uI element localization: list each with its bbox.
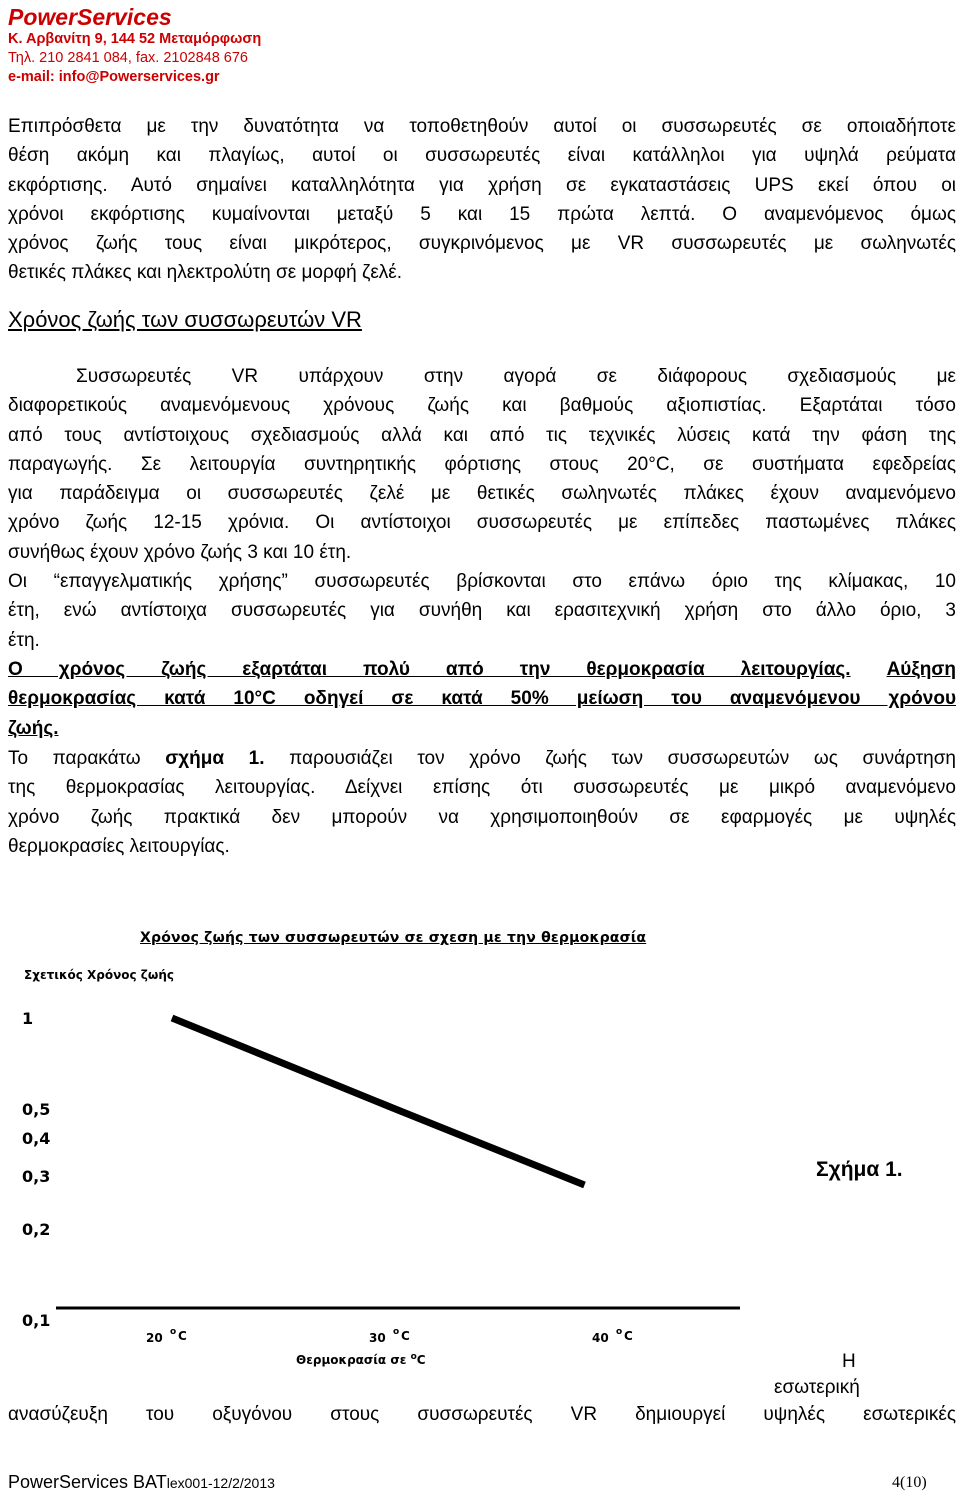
x-tick-unit: C: [401, 1329, 410, 1343]
text-line: χρόνος ζωής τους είναι μικρότερος, συγκρινόμενος με VR συσσωρευτές με σωληνωτές: [8, 233, 956, 255]
side-text: Η: [842, 1351, 856, 1372]
lifetime-chart: [0, 920, 760, 1380]
text-line: διαφορετικούς αναμενόμενους χρόνους ζωής και βαθμούς αξιοπιστίας. Εξαρτάται τόσο: [8, 395, 956, 417]
letterhead: [8, 4, 261, 87]
side-text: εσωτερική: [774, 1377, 860, 1398]
y-tick-label: 0,2: [22, 1220, 51, 1240]
y-tick-label: 1: [22, 1009, 34, 1028]
chart-y-label: Σχετικός Χρόνος ζωής: [24, 968, 174, 982]
x-label-text: Θερμοκρασία σε: [296, 1353, 411, 1367]
y-tick-label: 0,3: [22, 1166, 51, 1186]
x-tick-unit: C: [624, 1329, 633, 1343]
footer-doc-id: [8, 1470, 275, 1495]
text-line: θερμοκρασίες λειτουργίας.: [8, 835, 230, 857]
text-line: της θερμοκρασίας λειτουργίας. Δείχνει επίσης ότι συσσωρευτές με μικρό αναμενόμενο: [8, 777, 956, 799]
x-tick-unit: C: [178, 1329, 187, 1343]
x-tick-label: 30: [369, 1331, 386, 1345]
chart-x-label: [296, 1352, 426, 1367]
company-name: PowerServices: [8, 4, 172, 30]
emphasis-text: ζωής.: [8, 717, 59, 739]
x-tick-label: 20: [146, 1331, 163, 1345]
text-line: εκφόρτισης. Αυτό σημαίνει καταλληλότητα για χρήση σε εγκαταστάσεις UPS εκεί όπου οι: [8, 174, 956, 196]
x-tick-label: 40: [592, 1331, 609, 1345]
company-phone: Τηλ. 210 2841 084, fax. 2102848 676: [8, 50, 248, 66]
text-line: θετικές πλάκες και ηλεκτρολύτη σε μορφή ζελέ.: [8, 262, 403, 284]
emphasis-line: [8, 655, 956, 684]
text-line: έτη.: [8, 629, 40, 651]
figure-description: [8, 744, 956, 861]
text-line: έτη, ενώ αντίστοιχα συσσωρευτές για συνήθη και ερασιτεχνική χρήση στο άλλο όριο, 3: [8, 600, 956, 622]
footer-revision: lex001-12/2/2013: [166, 1475, 275, 1491]
text-span: Το παρακάτω: [8, 748, 166, 769]
emphasis-line: [8, 714, 956, 743]
text-line: χρόνο ζωής πρακτικά δεν μπορούν να χρησιμοποιηθούν σε εφαρμογές με υψηλές: [8, 806, 956, 828]
figure-label: Σχήμα 1.: [816, 1158, 903, 1181]
emphasis-text: Ο χρόνος ζωής εξαρτάται πολύ από την θερμοκρασία λειτουργίας.: [8, 658, 851, 680]
footer-company: PowerServices BAT: [8, 1472, 167, 1492]
y-tick-label: 0,5: [22, 1099, 51, 1119]
chart-title: Χρόνος ζωής των συσσωρευτών σε σχεση με την θερμοκρασία: [140, 930, 647, 946]
x-tick-degree: o: [393, 1327, 400, 1337]
intro-paragraph: [8, 112, 956, 288]
text-line: παραγωγής. Σε λειτουργία συντηρητικής φόρτισης στους 20°C, σε συστήματα εφεδρείας: [8, 453, 956, 475]
company-address: Κ. Αρβανίτη 9, 144 52 Μεταμόρφωση: [8, 31, 262, 47]
emphasis-text: Αύξηση: [886, 658, 957, 680]
x-label-degree: o: [410, 1352, 417, 1362]
emphasis-line: [8, 684, 956, 713]
text-line: χρόνο ζωής 12-15 χρόνια. Οι αντίστοιχοι συσσωρευτές με επίπεδες παστωμένες πλάκες: [8, 512, 956, 534]
chart-plot: [0, 920, 760, 1380]
continuation-line: ανασύζευξη του οξυγόνου στους συσσωρευτές VR δημιουργεί υψηλές εσωτερικές: [8, 1404, 956, 1425]
page-number: 4(10): [892, 1474, 927, 1491]
data-series-line: [172, 1018, 585, 1185]
text-line: χρόνοι εκφόρτισης κυμαίνονται μεταξύ 5 και 15 πρώτα λεπτά. Ο αναμενόμενος όμως: [8, 203, 956, 225]
text-span: παρουσιάζει τον χρόνο ζωής των συσσωρευτών ως συνάρτηση: [264, 748, 956, 769]
x-tick-degree: o: [616, 1327, 623, 1337]
text-line: Οι “επαγγελματικής χρήσης” συσσωρευτές βρίσκονται στο επάνω όριο της κλίμακας, 10: [8, 571, 956, 593]
text-line: Επιπρόσθετα με την δυνατότητα να τοποθετηθούν αυτοί οι συσσωρευτές σε οποιαδήποτε: [8, 116, 956, 137]
section-heading: Χρόνος ζωής των συσσωρευτών VR: [8, 307, 362, 332]
text-line: Συσσωρευτές VR υπάρχουν στην αγορά σε διάφορους σχεδιασμούς με: [76, 366, 956, 387]
x-label-unit: C: [416, 1353, 426, 1367]
emphasis-text: θερμοκρασίας κατά 10°C οδηγεί σε κατά 50% μείωση του αναμενόμενου χρόνου: [8, 688, 956, 710]
company-email: e-mail: info@Powerservices.gr: [8, 69, 220, 85]
y-tick-label: 0,1: [22, 1311, 51, 1330]
text-line: [8, 744, 956, 773]
text-line: για παράδειγμα οι συσσωρευτές ζελέ με θετικές σωληνωτές πλάκες έχουν αναμενόμενο: [8, 483, 956, 505]
section-paragraph: [8, 362, 956, 743]
text-line: θέση ακόμη και πλαγίως, αυτοί οι συσσωρευτές είναι κατάλληλοι για υψηλά ρεύματα: [8, 145, 956, 167]
text-line: συνήθως έχουν χρόνο ζωής 3 και 10 έτη.: [8, 541, 352, 563]
figure-reference: σχήμα 1.: [165, 748, 265, 769]
y-tick-label: 0,4: [22, 1129, 51, 1149]
text-line: από τους αντίστοιχους σχεδιασμούς αλλά και από τις τεχνικές λύσεις κατά την φάση της: [8, 424, 956, 446]
x-tick-degree: o: [170, 1327, 177, 1337]
